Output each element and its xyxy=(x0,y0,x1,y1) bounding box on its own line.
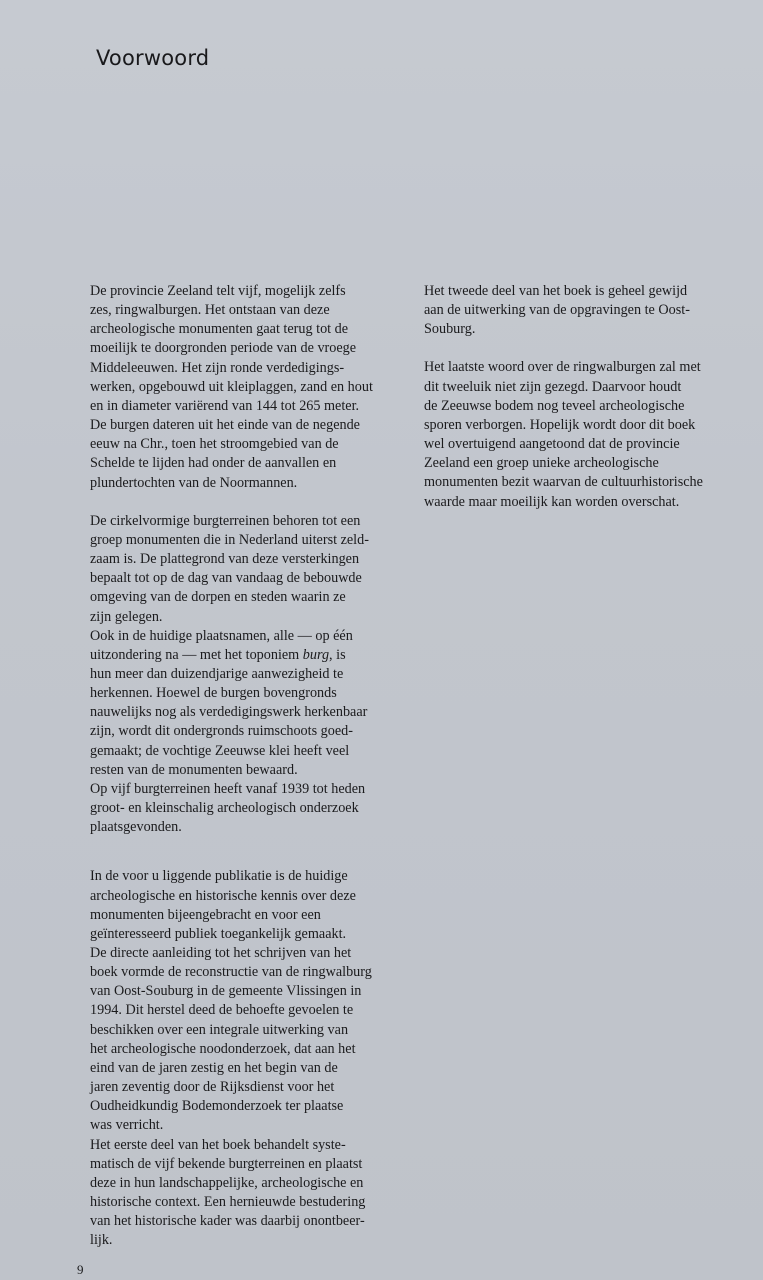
text-fragment: uitzondering na — met het toponiem xyxy=(90,646,303,663)
text-line: van het historische kader was daarbij onontbeer- xyxy=(90,1213,365,1230)
text-line: bepaalt tot op de dag van vandaag de bebouwde xyxy=(90,570,362,587)
text-line: Ook in de huidige plaatsnamen, alle — op één xyxy=(90,627,353,644)
text-line: zes, ringwalburgen. Het ontstaan van deze xyxy=(90,302,330,319)
text-line: herkennen. Hoewel de burgen bovengronds xyxy=(90,685,337,702)
text-line: Schelde te lijden had onder de aanvallen en xyxy=(90,455,337,472)
text-line: wel overtuigend aangetoond dat de provincie xyxy=(424,436,680,453)
text-line: groep monumenten die in Nederland uiterst zeld- xyxy=(90,531,369,548)
text-line: de Zeeuwse bodem nog teveel archeologische xyxy=(424,397,685,414)
text-line: beschikken over een integrale uitwerking van xyxy=(90,1021,349,1038)
text-line: Souburg. xyxy=(424,321,476,338)
text-line: was verricht. xyxy=(90,1117,164,1134)
text-line xyxy=(90,646,410,665)
text-line: 1994. Dit herstel deed de behoefte gevoelen te xyxy=(90,1002,354,1019)
text-line: zijn gelegen. xyxy=(90,608,163,625)
paragraph xyxy=(90,512,410,838)
text-line: lijk. xyxy=(90,1232,113,1249)
text-line: zijn, wordt dit ondergronds ruimschoots goed- xyxy=(90,723,353,740)
text-line: matisch de vijf bekende burgterreinen en plaatst xyxy=(90,1155,363,1172)
text-line: eeuw na Chr., toen het stroomgebied van de xyxy=(90,436,339,453)
text-line: het archeologische noodonderzoek, dat aan het xyxy=(90,1040,356,1057)
text-line: boek vormde de reconstructie van de ringwalburg xyxy=(90,964,372,981)
text-line: hun meer dan duizendjarige aanwezigheid te xyxy=(90,665,344,682)
text-line: waarde maar moeilijk kan worden overschat. xyxy=(424,493,680,510)
text-line: van Oost-Souburg in de gemeente Vlissingen in xyxy=(90,983,362,1000)
text-line: deze in hun landschappelijke, archeologische en xyxy=(90,1174,364,1191)
text-line: geïnteresseerd publiek toegankelijk gemaakt. xyxy=(90,925,347,942)
left-text-column xyxy=(90,282,410,1270)
text-line: omgeving van de dorpen en steden waarin ze xyxy=(90,589,346,606)
text-line: resten van de monumenten bewaard. xyxy=(90,761,298,778)
text-line: en in diameter variërend van 144 tot 265 meter. xyxy=(90,397,360,414)
text-line: Middeleeuwen. Het zijn ronde verdedigings- xyxy=(90,359,345,376)
paragraph xyxy=(424,358,763,511)
text-line: moeilijk te doorgronden periode van de vroege xyxy=(90,340,357,357)
text-line: archeologische monumenten gaat terug tot de xyxy=(90,321,349,338)
text-line: groot- en kleinschalig archeologisch onderzoek xyxy=(90,800,359,817)
text-line: De directe aanleiding tot het schrijven van het xyxy=(90,945,352,961)
text-line: eind van de jaren zestig en het begin van de xyxy=(90,1059,338,1076)
text-line: De cirkelvormige burgterreinen behoren tot een xyxy=(90,512,361,529)
text-line: gemaakt; de vochtige Zeeuwse klei heeft veel xyxy=(90,742,350,759)
text-line: werken, opgebouwd uit kleiplaggen, zand en hout xyxy=(90,378,373,395)
text-line: nauwelijks nog als verdedigingswerk herkenbaar xyxy=(90,704,368,721)
text-line: Zeeland een groep unieke archeologische xyxy=(424,455,659,472)
text-line: plaatsgevonden. xyxy=(90,819,182,836)
text-line: monumenten bezit waarvan de cultuurhistorische xyxy=(424,474,703,491)
paragraph xyxy=(90,867,410,1250)
paragraph xyxy=(90,282,410,493)
text-line: sporen verborgen. Hopelijk wordt door dit boek xyxy=(424,416,696,433)
right-text-column xyxy=(424,282,763,531)
text-line: aan de uitwerking van de opgravingen te Oost- xyxy=(424,302,690,319)
page-number: 9 xyxy=(77,1262,84,1277)
text-line: monumenten bijeengebracht en voor een xyxy=(90,906,321,923)
toponym-italic: burg xyxy=(302,646,330,663)
text-fragment: , is xyxy=(329,646,346,663)
text-line: De provincie Zeeland telt vijf, mogelijk zelfs xyxy=(90,283,346,299)
text-line: Oudheidkundig Bodemonderzoek ter plaatse xyxy=(90,1098,344,1115)
text-line: In de voor u liggende publikatie is de huidige xyxy=(90,868,348,885)
text-line: De burgen dateren uit het einde van de negende xyxy=(90,417,360,434)
text-line: dit tweeluik niet zijn gezegd. Daarvoor houdt xyxy=(424,378,682,395)
text-line: Het tweede deel van het boek is geheel gewijd xyxy=(424,283,688,299)
text-line: jaren zeventig door de Rijksdienst voor het xyxy=(90,1079,335,1096)
text-line: historische context. Een hernieuwde bestudering xyxy=(90,1194,366,1211)
text-line: zaam is. De plattegrond van deze versterkingen xyxy=(90,551,360,568)
text-line: Het laatste woord over de ringwalburgen zal met xyxy=(424,359,701,376)
paragraph xyxy=(424,282,763,339)
page-title: Voorwoord xyxy=(96,46,210,71)
text-line: Het eerste deel van het boek behandelt syste- xyxy=(90,1136,346,1153)
text-line: plundertochten van de Noormannen. xyxy=(90,474,298,491)
text-line: archeologische en historische kennis over deze xyxy=(90,887,356,904)
text-line: Op vijf burgterreinen heeft vanaf 1939 tot heden xyxy=(90,780,366,797)
